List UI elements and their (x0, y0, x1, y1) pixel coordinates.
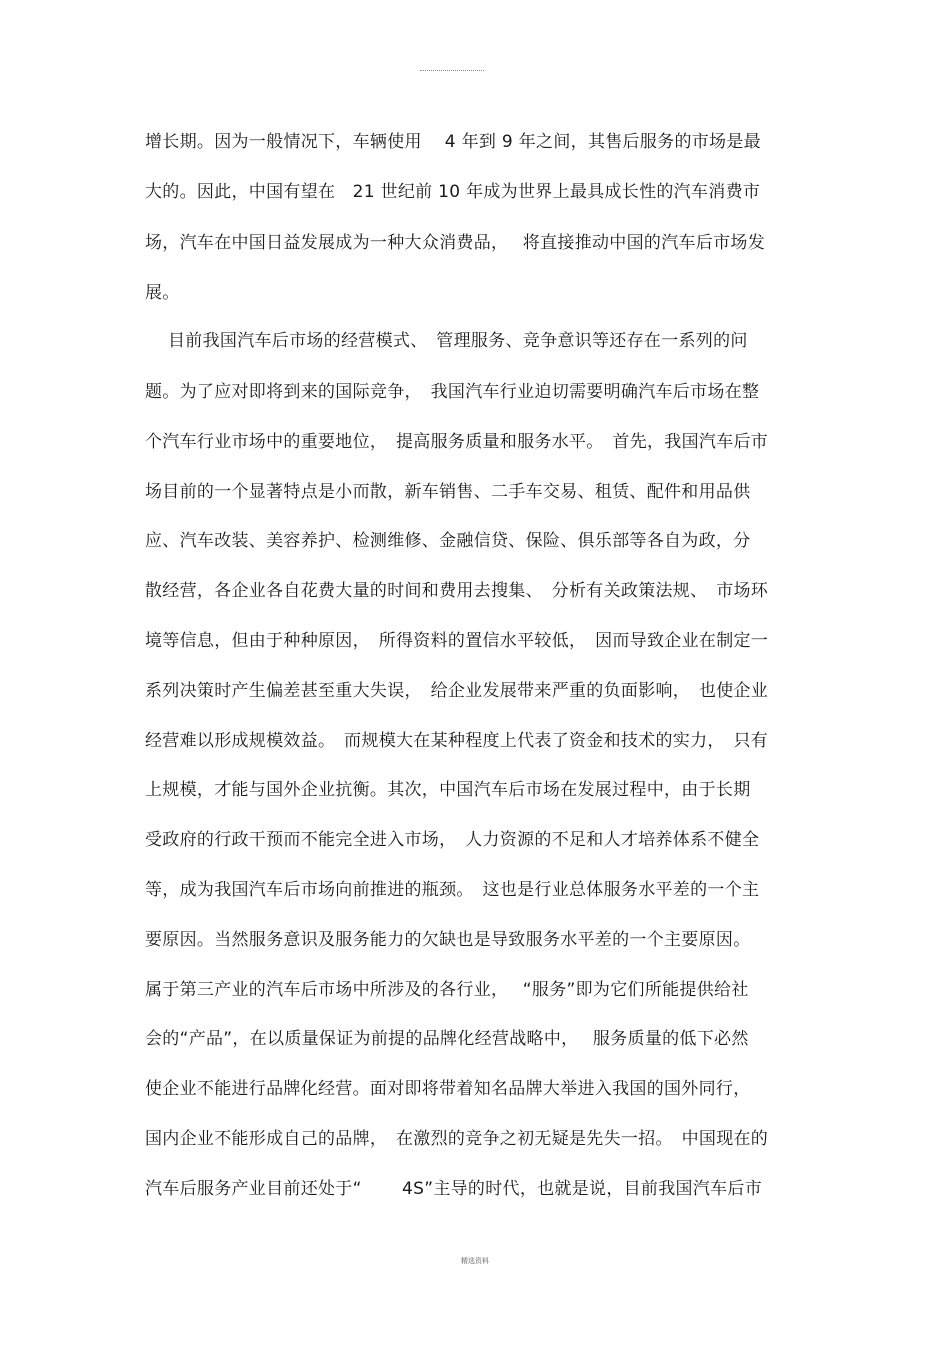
text-line: 系列决策时产生偏差甚至重大失误， 给企业发展带来严重的负面影响， 也使企业 (145, 681, 769, 701)
text-line: 个汽车行业市场中的重要地位， 提高服务质量和服务水平。 首先，我国汽车后市 (145, 432, 769, 452)
text-line: 展。 (145, 283, 180, 303)
text-line: 等，成为我国汽车后市场向前推进的瓶颈。 这也是行业总体服务水平差的一个主 (145, 880, 760, 900)
header-rule (420, 70, 484, 71)
text-line: 会的“产品”，在以质量保证为前提的品牌化经营战略中， 服务质量的低下必然 (145, 1029, 749, 1049)
text-line: 受政府的行政干预而不能完全进入市场， 人力资源的不足和人才培养体系不健全 (145, 830, 760, 850)
text-line: 属于第三产业的汽车后市场中所涉及的各行业， “服务”即为它们所能提供给社 (145, 980, 749, 1000)
page-footer-label: 精选资料 (461, 1257, 489, 1265)
text-line: 题。为了应对即将到来的国际竞争， 我国汽车行业迫切需要明确汽车后市场在整 (145, 382, 760, 402)
text-line: 目前我国汽车后市场的经营模式、 管理服务、竞争意识等还存在一系列的问 (145, 331, 748, 351)
text-line: 境等信息，但由于种种原因， 所得资料的置信水平较低， 因而导致企业在制定一 (145, 631, 769, 651)
text-line: 国内企业不能形成自己的品牌， 在激烈的竞争之初无疑是先失一招。 中国现在的 (145, 1129, 769, 1149)
text-line: 要原因。当然服务意识及服务能力的欠缺也是导致服务水平差的一个主要原因。 (145, 930, 751, 950)
text-line: 汽车后服务产业目前还处于“ 4S”主导的时代，也就是说，目前我国汽车后市 (145, 1179, 763, 1199)
text-line: 场，汽车在中国日益发展成为一种大众消费品， 将直接推动中国的汽车后市场发 (145, 233, 766, 253)
text-line: 散经营，各企业各自花费大量的时间和费用去搜集、 分析有关政策法规、 市场环 (145, 581, 769, 601)
text-line: 增长期。因为一般情况下，车辆使用 4 年到 9 年之间，其售后服务的市场是最 (145, 132, 761, 152)
text-line: 上规模，才能与国外企业抗衡。其次，中国汽车后市场在发展过程中，由于长期 (145, 780, 751, 800)
text-line: 应、汽车改装、美容养护、检测维修、金融信贷、保险、俱乐部等各自为政，分 (145, 531, 751, 551)
text-line: 经营难以形成规模效益。 而规模大在某种程度上代表了资金和技术的实力， 只有 (145, 731, 769, 751)
text-line: 使企业不能进行品牌化经营。面对即将带着知名品牌大举进入我国的国外同行， (145, 1079, 751, 1099)
text-line: 大的。因此，中国有望在 21 世纪前 10 年成为世界上最具成长性的汽车消费市 (145, 182, 761, 202)
text-line: 场目前的一个显著特点是小而散，新车销售、二手车交易、租赁、配件和用品供 (145, 482, 751, 502)
